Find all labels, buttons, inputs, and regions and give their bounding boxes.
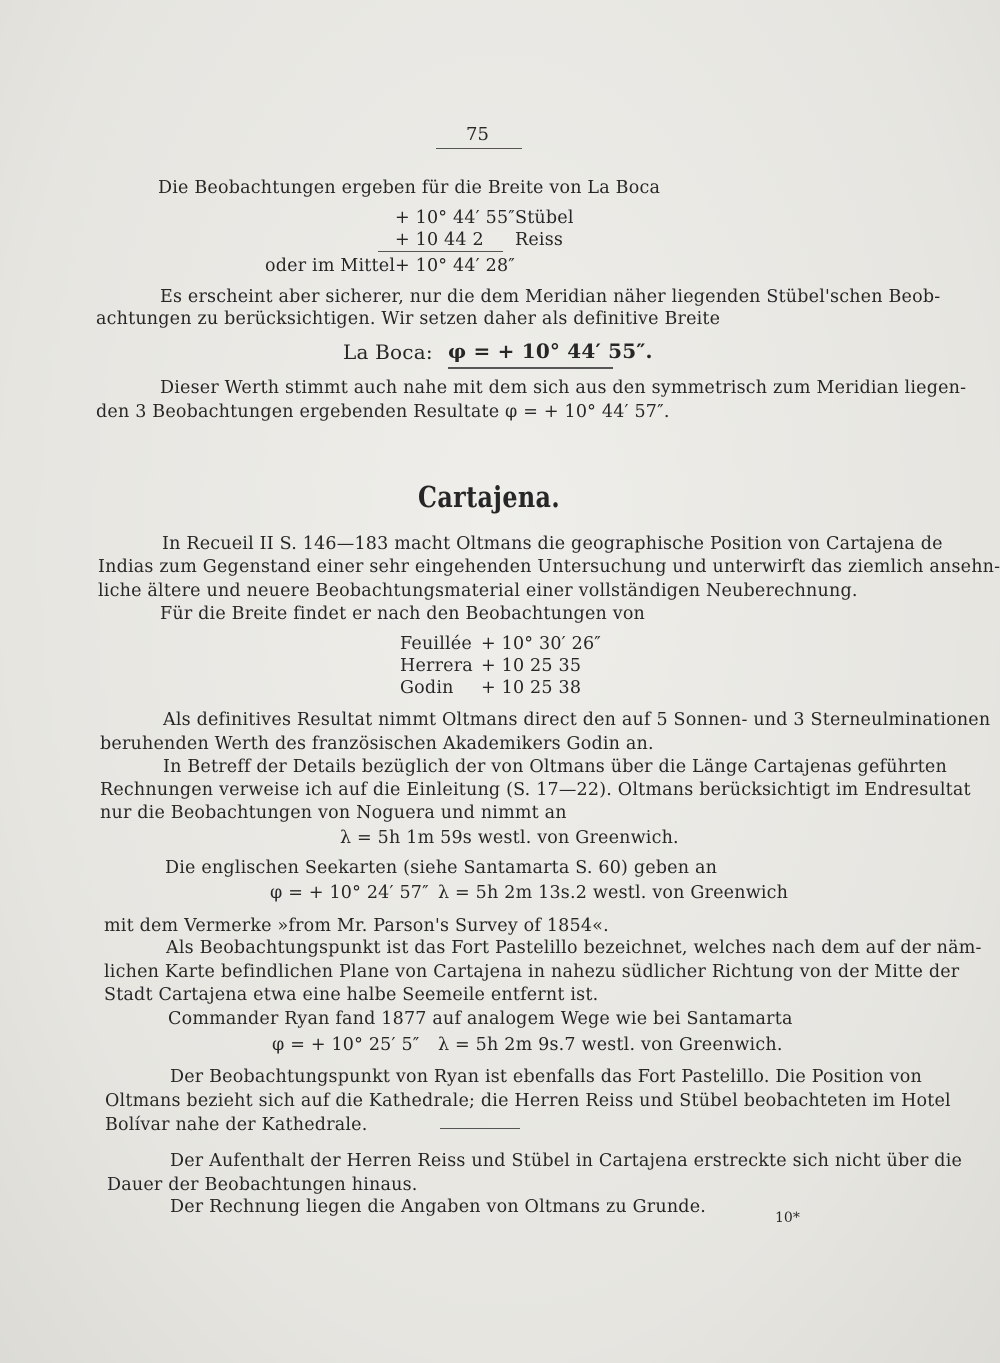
formula-label: La Boca: xyxy=(343,340,433,364)
para-line: achtungen zu berücksichtigen. Wir setzen daher als definitive Breite xyxy=(96,309,721,329)
signature-mark: 10* xyxy=(775,1210,800,1226)
p4-line: Rechnungen verweise ich auf die Einleitung (S. 17—22). Oltmans berücksichtigt im Endresultat xyxy=(100,780,971,800)
sum-rule xyxy=(378,251,503,252)
stuebel-label: Stübel xyxy=(515,208,574,228)
p1-line: In Recueil II S. 146—183 macht Oltmans die geographische Position von Cartajena de xyxy=(162,534,943,554)
page-number: 75 xyxy=(466,124,489,145)
observer-value: + 10 25 35 xyxy=(481,656,582,676)
p7-line: lichen Karte befindlichen Plane von Cartajena in nahezu südlicher Richtung von der Mitte der xyxy=(104,962,960,982)
formula-longitude-oltmans: λ = 5h 1m 59s westl. von Greenwich. xyxy=(340,828,679,848)
section1-intro: Die Beobachtungen ergeben für die Breite von La Boca xyxy=(158,178,661,198)
formula-phi-seekarten: φ = + 10° 24′ 57″ xyxy=(270,883,429,903)
p9-line: Der Beobachtungspunkt von Ryan ist ebenfalls das Fort Pastelillo. Die Position von xyxy=(170,1067,922,1087)
formula-lambda-seekarten: λ = 5h 2m 13s.2 westl. von Greenwich xyxy=(438,883,789,903)
separator-rule xyxy=(440,1128,520,1129)
formula-underline xyxy=(448,367,613,369)
mean-label: oder im Mittel xyxy=(265,256,396,276)
reiss-value: + 10 44 2 xyxy=(395,230,484,250)
p9-line: Bolívar nahe der Kathedrale. xyxy=(105,1115,368,1135)
note-line: den 3 Beobachtungen ergebenden Resultate φ = + 10° 44′ 57″. xyxy=(96,402,670,422)
formula-value: φ = + 10° 44′ 55″. xyxy=(448,339,653,363)
p9-line: Oltmans bezieht sich auf die Kathedrale; die Herren Reiss und Stübel beobachteten im Hotel xyxy=(105,1091,951,1111)
p2-line: Für die Breite findet er nach den Beobachtungen von xyxy=(160,604,646,624)
p1-line: Indias zum Gegenstand einer sehr eingehenden Untersuchung und unterwirft das ziemlich ansehn- xyxy=(98,557,1000,577)
p4-line: In Betreff der Details bezüglich der von Oltmans über die Länge Cartajenas geführten xyxy=(163,757,947,777)
p10-line: Dauer der Beobachtungen hinaus. xyxy=(107,1175,418,1195)
p3-line: Als definitives Resultat nimmt Oltmans direct den auf 5 Sonnen- und 3 Sterneulminationen xyxy=(163,710,991,730)
p8-line: Commander Ryan fand 1877 auf analogem Wege wie bei Santamarta xyxy=(168,1009,793,1029)
p5-line: Die englischen Seekarten (siehe Santamarta S. 60) geben an xyxy=(165,858,718,878)
p6-line: mit dem Vermerke »from Mr. Parson's Survey of 1854«. xyxy=(104,916,609,936)
p1-line: liche ältere und neuere Beobachtungsmaterial einer vollständigen Neuberechnung. xyxy=(98,581,858,601)
p7-line: Als Beobachtungspunkt ist das Fort Pastelillo bezeichnet, welches nach dem auf der näm- xyxy=(166,938,982,958)
observer-name: Godin xyxy=(400,678,454,698)
p11-line: Der Rechnung liegen die Angaben von Oltmans zu Grunde. xyxy=(170,1197,707,1217)
note-line: Dieser Werth stimmt auch nahe mit dem sich aus den symmetrisch zum Meridian liegen- xyxy=(160,378,967,398)
p3-line: beruhenden Werth des französischen Akademikers Godin an. xyxy=(100,734,654,754)
formula-lambda-ryan: λ = 5h 2m 9s.7 westl. von Greenwich. xyxy=(438,1035,783,1055)
section-heading: Cartajena. xyxy=(418,480,561,514)
observer-name: Feuillée xyxy=(400,634,472,654)
observer-value: + 10 25 38 xyxy=(481,678,582,698)
p7-line: Stadt Cartajena etwa eine halbe Seemeile entfernt ist. xyxy=(104,985,599,1005)
para-line: Es erscheint aber sicherer, nur die dem Meridian näher liegenden Stübel'schen Beob- xyxy=(160,287,941,307)
header-rule xyxy=(436,148,522,149)
formula-phi-ryan: φ = + 10° 25′ 5″ xyxy=(272,1035,420,1055)
p4-line: nur die Beobachtungen von Noguera und nimmt an xyxy=(100,803,567,823)
mean-value: + 10° 44′ 28″ xyxy=(395,256,516,276)
p10-line: Der Aufenthalt der Herren Reiss und Stübel in Cartajena erstreckte sich nicht über die xyxy=(170,1151,963,1171)
observer-name: Herrera xyxy=(400,656,473,676)
stuebel-value: + 10° 44′ 55″ xyxy=(395,208,516,228)
observer-value: + 10° 30′ 26″ xyxy=(481,634,602,654)
reiss-label: Reiss xyxy=(515,230,564,250)
